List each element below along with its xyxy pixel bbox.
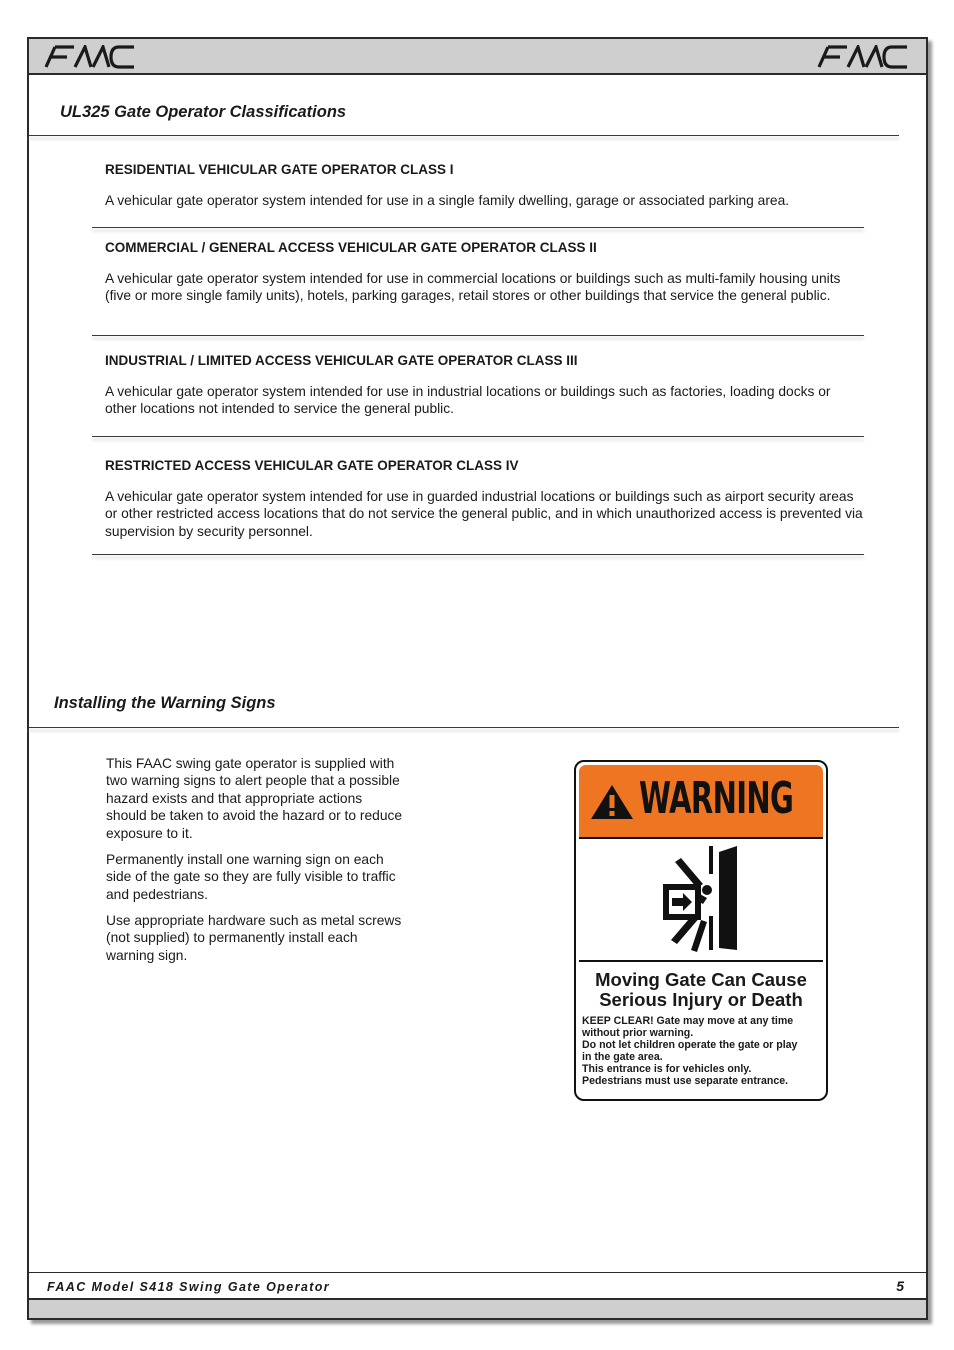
page-number: 5 [896,1278,904,1294]
class-4-description: A vehicular gate operator system intended for use in guarded industrial locations or buildings such as airport security areas or other restricted access locations that do not service the general public, and in which unauthorized access is prevented via supervision by security personnel. [105,489,863,539]
class-divider [92,335,864,336]
page-frame [27,37,928,1320]
section-title-classifications: UL325 Gate Operator Classifications [60,103,347,121]
sign-headline [576,970,826,1010]
faac-logo-right [814,45,910,69]
warning-banner-text: WARNING [639,773,794,824]
sign-headline-line-2: Serious Injury or Death [599,989,803,1010]
warning-triangle-icon [589,783,635,821]
section-rule [29,135,899,136]
class-1-description: A vehicular gate operator system intended for use in a single family dwelling, garage or associated parking area. [105,193,790,208]
sign-line: in the gate area. [582,1051,663,1063]
class-1-heading: RESIDENTIAL VEHICULAR GATE OPERATOR CLASS I [105,162,454,177]
class-4-heading: RESTRICTED ACCESS VEHICULAR GATE OPERATOR CLASS IV [105,458,519,473]
sign-line: Pedestrians must use separate entrance. [582,1075,789,1087]
warning-paragraph-3: Use appropriate hardware such as metal screws (not supplied) to permanently install each warning sign. [106,913,402,963]
crush-hazard-icon [579,840,823,960]
sign-headline-line-1: Moving Gate Can Cause [595,969,807,990]
warning-banner [579,765,823,839]
class-divider [92,227,864,228]
gate-hazard-pictogram [579,840,823,962]
footer-bar [29,1298,926,1318]
class-divider [92,554,864,555]
class-divider [92,436,864,437]
footer-rule [29,1272,926,1273]
warning-paragraph-1: This FAAC swing gate operator is supplied with two warning signs to alert people that a possible hazard exists and that appropriate actions should be taken to avoid the hazard or to reduce exposure to it. [106,756,403,841]
section-rule [29,727,899,728]
footer-title: FAAC Model S418 Swing Gate Operator [47,1280,331,1294]
class-2-description: A vehicular gate operator system intended for use in commercial locations or buildings such as multi-family housing units (five or more single family units), hotels, parking garages, retail stores or other buildings that service the general public. [105,271,841,304]
class-3-description: A vehicular gate operator system intended for use in industrial locations or buildings such as factories, loading docks or other locations not intended to service the general public. [105,384,831,417]
header-bar [29,39,926,75]
class-2-heading: COMMERCIAL / GENERAL ACCESS VEHICULAR GATE OPERATOR CLASS II [105,240,597,255]
sign-line: Do not let children operate the gate or play [582,1039,798,1051]
sign-line: This entrance is for vehicles only. [582,1063,752,1075]
sign-line: without prior warning. [582,1027,694,1039]
section-title-warning-signs: Installing the Warning Signs [54,694,276,712]
warning-paragraph-2: Permanently install one warning sign on each side of the gate so they are fully visible to traffic and pedestrians. [106,852,396,902]
sign-body-text [582,1015,822,1087]
sign-line: KEEP CLEAR! Gate may move at any time [582,1015,794,1027]
warning-sign [574,760,828,1101]
faac-logo-left [41,45,137,69]
class-3-heading: INDUSTRIAL / LIMITED ACCESS VEHICULAR GATE OPERATOR CLASS III [105,353,578,368]
